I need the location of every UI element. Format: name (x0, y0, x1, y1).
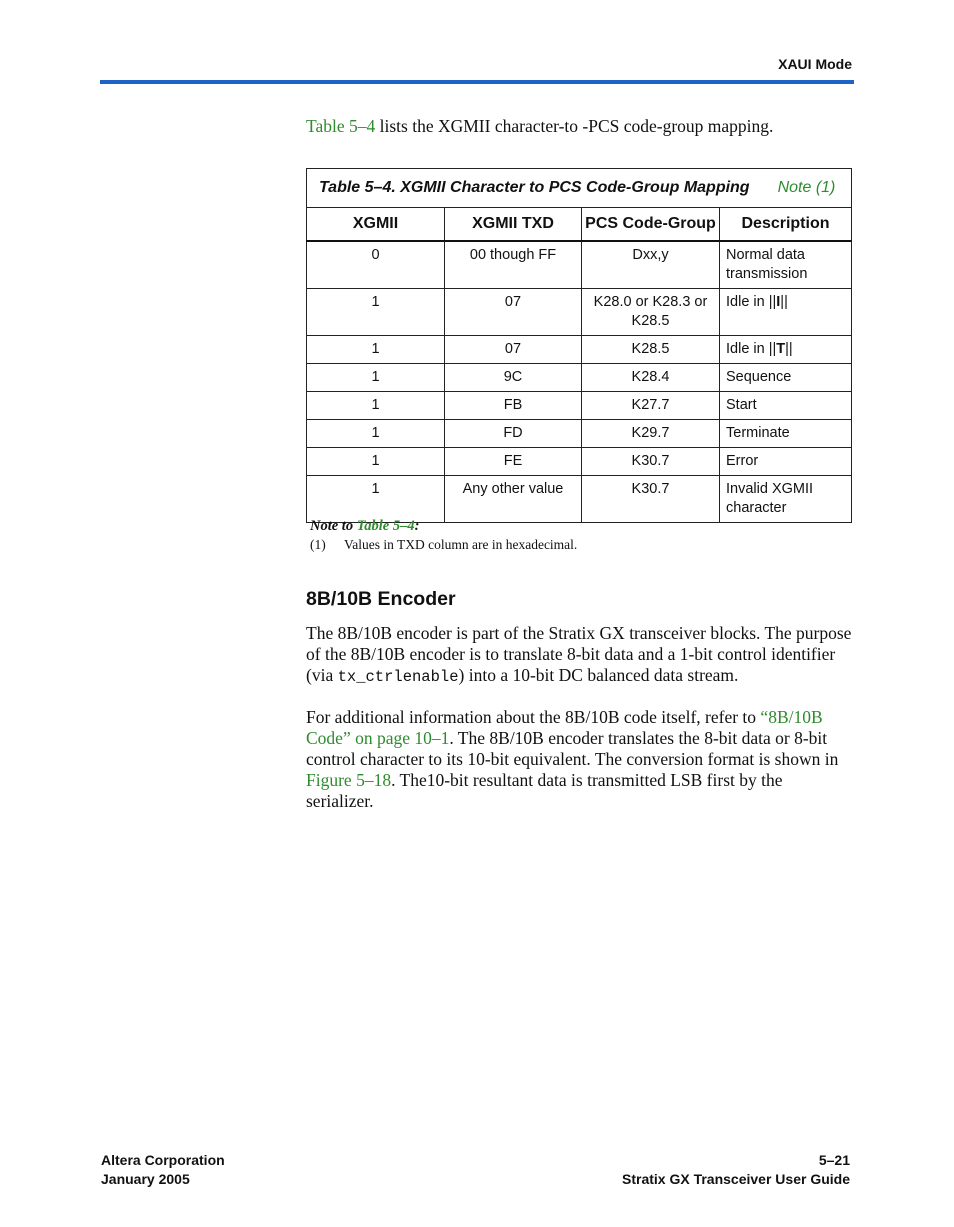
para2-text-b: . The 8B/10B encoder translates the 8-bit data or 8-bit control character to its 10-bit equivalent. The conversion format is shown in (306, 728, 839, 769)
cell-pcs-code-group: Dxx,y (582, 241, 720, 289)
table-row (307, 364, 852, 392)
section-heading: 8B/10B Encoder (306, 588, 456, 610)
cell-description: Error (720, 448, 852, 476)
cell-description: Start (720, 392, 852, 420)
cell-xgmii-txd: FB (445, 392, 582, 420)
footer-company: Altera Corporation (101, 1152, 225, 1168)
desc-suffix: || (780, 294, 788, 310)
footer-page-number: 5–21 (818, 1152, 850, 1168)
desc-prefix: Idle in || (726, 341, 777, 357)
cell-description (720, 289, 852, 336)
note-text: Values in TXD column are in hexadecimal. (344, 537, 578, 552)
cell-xgmii: 0 (307, 241, 445, 289)
desc-bold-char: T (776, 341, 786, 357)
note-label: Note to (310, 518, 357, 534)
para1-text-a: The 8B/10B encoder is part of the Stratix GX transceiver blocks. The purpose of the 8B/10B encoder is to translate 8-bit data and a 1-bit control identifier (via (306, 623, 852, 685)
table-caption-title: Table 5–4. XGMII Character to PCS Code-Group Mapping (319, 179, 750, 196)
footer-document-title: Stratix GX Transceiver User Guide (622, 1171, 850, 1187)
para2-text-a: For additional information about the 8B/10B code itself, refer to (306, 707, 761, 727)
cell-xgmii-txd: 00 though FF (445, 241, 582, 289)
table-row (307, 289, 852, 336)
cell-xgmii: 1 (307, 448, 445, 476)
cell-xgmii-txd: 07 (445, 336, 582, 364)
table-row (307, 420, 852, 448)
cell-description (720, 336, 852, 364)
cell-xgmii: 1 (307, 336, 445, 364)
cell-description: Terminate (720, 420, 852, 448)
desc-suffix: || (785, 341, 793, 357)
cell-description: Normal data transmission (720, 241, 852, 289)
cell-pcs-code-group: K30.7 (582, 476, 720, 523)
cell-pcs-code-group: K28.0 or K28.3 or K28.5 (582, 289, 720, 336)
signal-name-code: tx_ctrlenable (337, 668, 459, 686)
para2-text-c: . The10-bit resultant data is transmitted LSB first by the serializer. (306, 770, 783, 811)
cell-pcs-code-group: K29.7 (582, 420, 720, 448)
note-table-link[interactable]: Table 5–4 (356, 518, 415, 534)
cell-xgmii: 1 (307, 392, 445, 420)
desc-bold-char: I (776, 294, 781, 310)
mapping-table (306, 168, 852, 523)
para1-text-b: ) into a 10-bit DC balanced data stream. (458, 665, 739, 685)
cell-xgmii-txd: 9C (445, 364, 582, 392)
intro-text: lists the XGMII character-to -PCS code-group mapping. (375, 116, 774, 136)
note-number: (1) (310, 537, 326, 552)
table-reference-link[interactable]: Table 5–4 (306, 116, 376, 136)
figure-reference-link[interactable]: Figure 5–18 (306, 770, 392, 790)
cell-pcs-code-group: K27.7 (582, 392, 720, 420)
cell-description: Invalid XGMII character (720, 476, 852, 523)
cell-xgmii: 1 (307, 289, 445, 336)
note-suffix: : (414, 518, 420, 534)
table-row (307, 336, 852, 364)
column-header-pcs-code-group: PCS Code-Group (582, 208, 720, 242)
table-row (307, 241, 852, 289)
cell-pcs-code-group: K28.4 (582, 364, 720, 392)
footer-right (622, 1151, 850, 1189)
mapping-table-container (306, 168, 851, 523)
table-row (307, 476, 852, 523)
column-header-description: Description (720, 208, 852, 242)
footer-date: January 2005 (101, 1171, 190, 1187)
cell-xgmii: 1 (307, 364, 445, 392)
table-caption (307, 169, 852, 208)
intro-paragraph (306, 116, 773, 137)
cell-description: Sequence (720, 364, 852, 392)
cell-pcs-code-group: K28.5 (582, 336, 720, 364)
code-section-link[interactable]: “8B/10B Code” on page 10–1 (306, 707, 823, 748)
cell-xgmii: 1 (307, 420, 445, 448)
column-header-xgmii: XGMII (307, 208, 445, 242)
body-paragraph (306, 623, 854, 688)
footer-left (101, 1151, 225, 1189)
header-rule (100, 80, 854, 84)
running-header-title: XAUI Mode (778, 56, 852, 72)
body-paragraph (306, 707, 854, 812)
table-row (307, 392, 852, 420)
desc-prefix: Idle in || (726, 294, 777, 310)
cell-xgmii-txd: FE (445, 448, 582, 476)
table-note-item (310, 537, 577, 553)
cell-xgmii: 1 (307, 476, 445, 523)
table-caption-note-link[interactable]: Note (1) (777, 179, 836, 196)
table-note-heading (310, 518, 419, 535)
cell-xgmii-txd: 07 (445, 289, 582, 336)
column-header-xgmii-txd: XGMII TXD (445, 208, 582, 242)
cell-xgmii-txd: Any other value (445, 476, 582, 523)
table-row (307, 448, 852, 476)
cell-pcs-code-group: K30.7 (582, 448, 720, 476)
cell-xgmii-txd: FD (445, 420, 582, 448)
